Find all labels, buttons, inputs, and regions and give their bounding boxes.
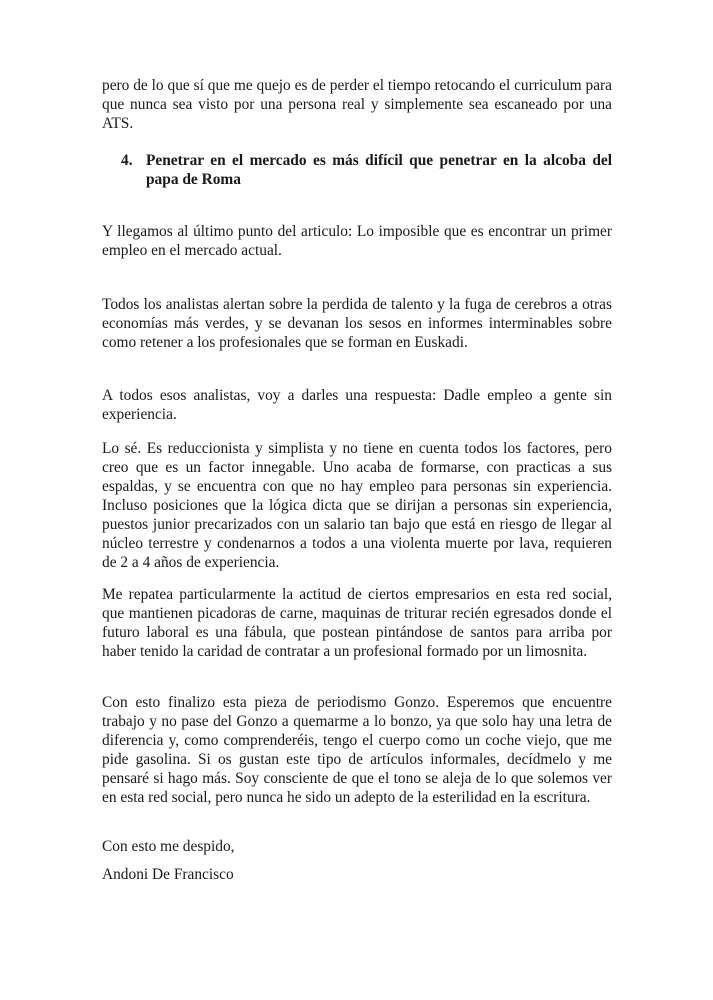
paragraph: Con esto finalizo esta pieza de periodismo Gonzo. Esperemos que encuentre trabajo y no pase del Gonzo a quemarme a lo bonzo, ya que solo hay una letra de diferencia y, como comprenderéis, tengo el cuerpo como un coche viejo, que me pide gasolina. Si os gustan este tipo de artículos informales, decídmelo y me pensaré si hago más. Soy consciente de que el tono se aleja de lo que solemos ver en esta red social, pero nunca he sido un adepto de la esterilidad en la escritura. (102, 694, 612, 806)
paragraph: A todos esos analistas, voy a darles una respuesta: Dadle empleo a gente sin experiencia. (102, 387, 612, 423)
paragraph: Lo sé. Es reduccionista y simplista y no tiene en cuenta todos los factores, pero creo que es un factor innegable. Uno acaba de formarse, con practicas a sus espaldas, y se encuentra con que no hay empleo para personas sin experiencia. Incluso posiciones que la lógica dicta que se dirijan a personas sin experiencia, puestos junior precarizados con un salario tan bajo que está en riesgo de llegar al núcleo terrestre y condenarnos a todos a una violenta muerte por lava, requieren de 2 a 4 años de experiencia. (102, 440, 612, 571)
section-title: Penetrar en el mercado es más difícil que penetrar en la alcoba del papa de Roma (146, 152, 612, 188)
closing-line: Con esto me despido, (102, 838, 235, 855)
section-number: 4. (121, 152, 133, 169)
paragraph: Me repatea particularmente la actitud de ciertos empresarios en esta red social, que mantienen picadoras de carne, maquinas de triturar recién egresados donde el futuro laboral es una fábula, que postean pintándose de santos para arriba por haber tenido la caridad de contratar a un profesional formado por un limosnita. (102, 586, 612, 660)
paragraph: Y llegamos al último punto del articulo: Lo imposible que es encontrar un primer empleo en el mercado actual. (102, 223, 612, 259)
section-heading (121, 151, 612, 189)
signature: Andoni De Francisco (102, 866, 234, 883)
paragraph: Todos los analistas alertan sobre la perdida de talento y la fuga de cerebros a otras economías más verdes, y se devanan los sesos en informes interminables sobre como retener a los profesionales que se forman en Euskadi. (102, 296, 612, 351)
intro-paragraph: pero de lo que sí que me quejo es de perder el tiempo retocando el curriculum para que nunca sea visto por una persona real y simplemente sea escaneado por una ATS. (102, 77, 612, 132)
